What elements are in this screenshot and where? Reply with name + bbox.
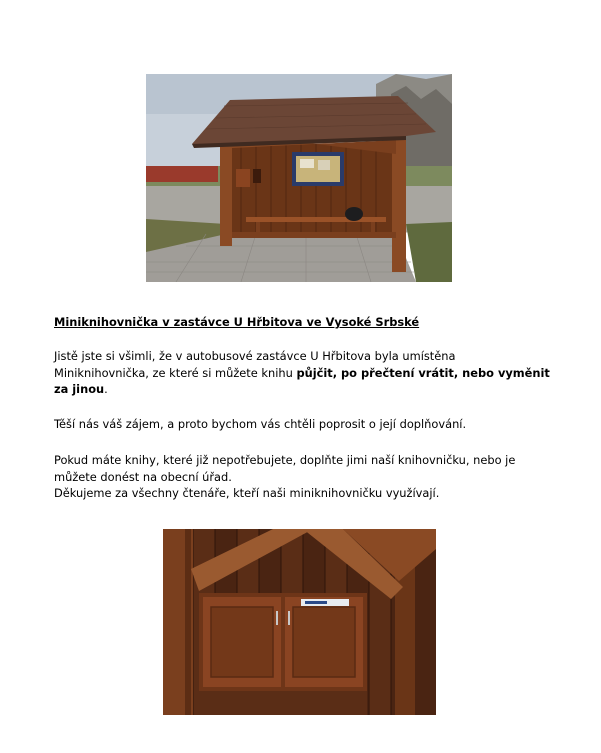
thanks-line: Děkujeme za všechny čtenáře, kteří naši miniknihovničku využívají. bbox=[54, 486, 440, 500]
donation-line-2: můžete donést na obecní úřad. bbox=[54, 469, 232, 484]
bus-shelter-photo bbox=[146, 74, 452, 282]
library-cabinet-photo bbox=[163, 529, 436, 715]
intro-line-3-bold: za jinou bbox=[54, 382, 105, 396]
intro-paragraph bbox=[54, 348, 554, 398]
intro-line-2-text: Miniknihovnička, ze které si můžete knihu bbox=[54, 365, 297, 380]
intro-line-2 bbox=[54, 365, 554, 382]
intro-line-3-end: . bbox=[104, 382, 108, 396]
donation-paragraph bbox=[54, 452, 554, 502]
request-line-1: Těší nás váš zájem, a proto bychom vás chtěli poprosit o její doplňování. bbox=[54, 417, 467, 431]
request-paragraph bbox=[54, 416, 554, 433]
article-heading: Miniknihovnička v zastávce U Hřbitova ve Vysoké Srbské bbox=[54, 315, 420, 329]
intro-line-3 bbox=[54, 381, 554, 398]
intro-line-1: Jistě jste si všimli, že v autobusové zastávce U Hřbitova byla umístěna bbox=[54, 349, 456, 363]
intro-line-2-bold: půjčit, po přečtení vrátit, nebo vyměnit bbox=[296, 365, 550, 380]
donation-line-1: Pokud máte knihy, které již nepotřebujete, doplňte jimi naší knihovničku, nebo je bbox=[54, 453, 516, 467]
